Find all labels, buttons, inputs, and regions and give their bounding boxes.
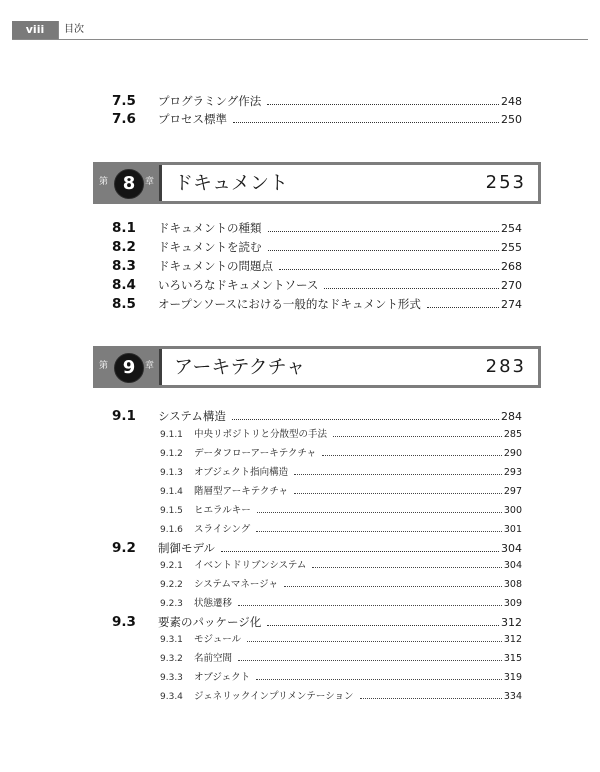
subsection-title: システムマネージャ [194,579,278,590]
subsection-title: イベントドリブンシステム [194,560,307,571]
subsection-number: 9.1.3 [160,468,183,478]
page-number: viii [12,21,58,39]
subsection-title: スライシング [194,524,251,535]
subsection-title: 名前空間 [194,653,233,664]
subsection-title: オブジェクト [194,672,251,683]
chapter-page: 253 [485,172,526,193]
section-title: ドキュメントを読む [158,240,262,254]
leader-dots [267,624,499,626]
section-number: 8.5 [112,296,136,312]
section-title: プロセス標準 [158,112,227,126]
leader-dots [256,530,502,532]
subsection-title: 中央リポジトリと分散型の手法 [194,429,328,440]
subsection-number: 9.2.1 [160,561,183,571]
leader-dots [324,287,499,289]
subsection-title: ジェネリックインプリメンテーション [194,691,354,702]
section-page: 274 [501,298,522,311]
chapter-label-left: 第 [99,361,109,371]
section-number: 9.3 [112,614,136,630]
chapter-title: アーキテクチャ [174,356,306,378]
subsection-title: オブジェクト指向構造 [194,467,289,478]
chapter-9-banner[interactable] [93,346,541,388]
subsection-number: 9.1.5 [160,506,183,516]
subsection-title: 階層型アーキテクチャ [194,486,289,497]
toc-subentry-9-3-3[interactable] [160,670,522,686]
section-page: 248 [501,95,522,108]
section-page: 255 [501,241,522,254]
toc-subentry-9-1-3[interactable] [160,465,522,481]
leader-dots [427,306,499,308]
leader-dots [333,435,502,437]
leader-dots [247,640,502,642]
subsection-number: 9.3.2 [160,654,183,664]
leader-dots [232,418,499,420]
toc-subentry-9-1-5[interactable] [160,503,522,519]
toc-entry-8-4[interactable] [112,276,522,294]
leader-dots [360,697,502,699]
chapter-label-left: 第 [99,177,109,187]
section-number: 9.2 [112,540,136,556]
leader-dots [238,659,502,661]
section-title: 制御モデル [158,541,215,555]
subsection-page: 304 [503,560,522,571]
subsection-number: 9.1.1 [160,430,183,440]
leader-dots [267,103,499,105]
section-page: 284 [501,410,522,423]
chapter-number-circle [114,353,144,383]
section-number: 8.2 [112,239,136,255]
leader-dots [294,492,502,494]
subsection-number: 9.1.6 [160,525,183,535]
subsection-page: 315 [503,653,522,664]
toc-subentry-9-1-1[interactable] [160,427,522,443]
section-page: 270 [501,279,522,292]
toc-entry-8-3[interactable] [112,257,522,275]
section-title: プログラミング作法 [158,94,262,108]
toc-subentry-9-1-4[interactable] [160,484,522,500]
subsection-number: 9.2.3 [160,599,183,609]
section-title: 要素のパッケージ化 [158,615,262,629]
toc-subentry-9-3-2[interactable] [160,651,522,667]
subsection-page: 319 [503,672,522,683]
subsection-number: 9.1.2 [160,449,183,459]
leader-dots [279,268,499,270]
section-page: 254 [501,222,522,235]
subsection-title: データフローアーキテクチャ [194,448,317,459]
toc-entry-7-5[interactable] [112,92,522,110]
subsection-title: モジュール [194,634,242,645]
section-page: 304 [501,542,522,555]
subsection-page: 290 [503,448,522,459]
subsection-page: 308 [503,579,522,590]
section-title: システム構造 [158,409,226,423]
chapter-label-right: 章 [145,361,155,371]
chapter-page: 283 [485,356,526,377]
toc-subentry-9-3-4[interactable] [160,689,522,705]
toc-subentry-9-2-1[interactable] [160,558,522,574]
section-number: 8.4 [112,277,136,293]
section-number: 9.1 [112,408,136,424]
chapter-8-banner[interactable] [93,162,541,204]
toc-subentry-9-1-2[interactable] [160,446,522,462]
toc-entry-7-6[interactable] [112,110,522,128]
section-title: ドキュメントの種類 [158,221,262,235]
chapter-title-panel [159,165,538,201]
leader-dots [233,121,499,123]
toc-entry-8-5[interactable] [112,295,522,313]
chapter-number: 8 [122,173,136,194]
section-title: ドキュメントの問題点 [158,259,273,273]
leader-dots [238,604,502,606]
toc-entry-9-3[interactable] [112,613,522,631]
section-number: 8.1 [112,220,136,236]
leader-dots [268,230,500,232]
subsection-page: 301 [503,524,522,535]
section-page: 268 [501,260,522,273]
running-title: 目次 [64,24,84,35]
subsection-page: 285 [503,429,522,440]
subsection-title: 状態遷移 [194,598,233,609]
leader-dots [294,473,502,475]
chapter-title: ドキュメント [174,172,289,194]
section-page: 312 [501,616,522,629]
section-number: 7.5 [112,93,136,109]
toc-entry-9-1[interactable] [112,407,522,425]
chapter-badge [93,346,159,388]
section-title: いろいろなドキュメントソース [158,278,319,292]
subsection-page: 293 [503,467,522,478]
chapter-title-panel [159,349,538,385]
running-header [12,21,588,40]
leader-dots [221,550,499,552]
toc-entry-8-1[interactable] [112,219,522,237]
subsection-page: 334 [503,691,522,702]
subsection-page: 297 [503,486,522,497]
subsection-number: 9.3.3 [160,673,183,683]
leader-dots [322,454,502,456]
leader-dots [256,678,502,680]
toc-subentry-9-2-3[interactable] [160,596,522,612]
leader-dots [312,566,501,568]
chapter-number: 9 [122,357,136,378]
section-title: オープンソースにおける一般的なドキュメント形式 [158,297,421,311]
toc-subentry-9-3-1[interactable] [160,632,522,648]
chapter-badge [93,162,159,204]
subsection-number: 9.1.4 [160,487,183,497]
leader-dots [257,511,502,513]
subsection-number: 9.3.1 [160,635,183,645]
leader-dots [284,585,502,587]
chapter-label-right: 章 [145,177,155,187]
subsection-page: 300 [503,505,522,516]
toc-subentry-9-1-6[interactable] [160,522,522,538]
subsection-page: 312 [503,634,522,645]
section-number: 7.6 [112,111,136,127]
toc-subentry-9-2-2[interactable] [160,577,522,593]
subsection-title: ヒエラルキー [194,505,251,516]
toc-entry-8-2[interactable] [112,238,522,256]
chapter-number-circle [114,169,144,199]
subsection-number: 9.2.2 [160,580,183,590]
toc-entry-9-2[interactable] [112,539,522,557]
subsection-page: 309 [503,598,522,609]
leader-dots [268,249,500,251]
section-page: 250 [501,113,522,126]
section-number: 8.3 [112,258,136,274]
header-divider [58,21,59,39]
subsection-number: 9.3.4 [160,692,183,702]
